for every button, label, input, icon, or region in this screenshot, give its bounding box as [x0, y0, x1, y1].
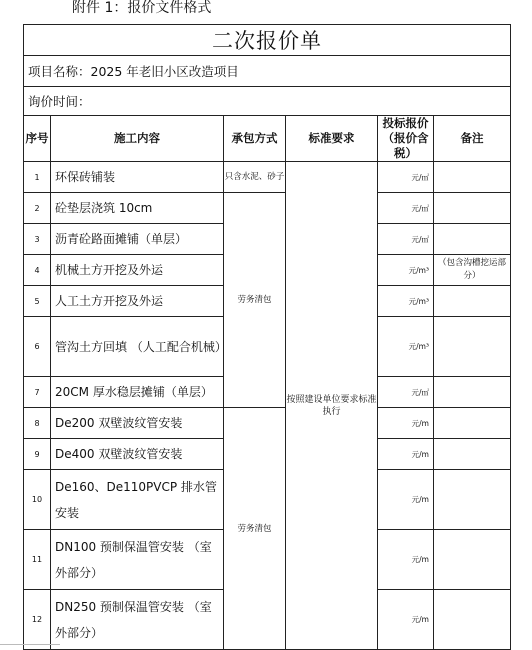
row-item: 环保砖铺装 [51, 162, 224, 193]
row-number: 10 [24, 470, 51, 530]
header-remark: 备注 [434, 116, 511, 162]
row-remark [434, 408, 511, 439]
row-unit: 元/㎡ [378, 377, 434, 408]
row-item: 机械土方开挖及外运 [51, 255, 224, 286]
row-number: 7 [24, 377, 51, 408]
row-item: De160、De110PVCP 排水管安装 [51, 470, 224, 530]
project-name: 项目名称：2025 年老旧小区改造项目 [24, 56, 511, 87]
header-content: 施工内容 [51, 116, 224, 162]
header-row [24, 116, 511, 162]
row-number: 12 [24, 590, 51, 650]
row-remark [434, 162, 511, 193]
row-item: 20CM 厚水稳层摊铺（单层） [51, 377, 224, 408]
row-unit: 元/㎡ [378, 193, 434, 224]
row-number: 8 [24, 408, 51, 439]
row-unit: 元/m³ [378, 317, 434, 377]
standard-requirement: 按照建设单位要求标准执行 [286, 162, 378, 650]
row-number: 11 [24, 530, 51, 590]
row-number: 6 [24, 317, 51, 377]
row-remark [434, 530, 511, 590]
page-divider [0, 644, 60, 645]
row-item: 人工土方开挖及外运 [51, 286, 224, 317]
row-remark [434, 470, 511, 530]
row-unit: 元/m [378, 530, 434, 590]
annex-label: 附件 1：报价文件格式 [72, 0, 212, 16]
row-remark [434, 439, 511, 470]
contract-labor-only: 劳务清包 [224, 193, 286, 408]
row-remark [434, 224, 511, 255]
table-row [24, 162, 511, 193]
row-unit: 元/m³ [378, 255, 434, 286]
row-number: 1 [24, 162, 51, 193]
row-unit: 元/m [378, 470, 434, 530]
row-number: 3 [24, 224, 51, 255]
row-remark [434, 286, 511, 317]
row-remark [434, 193, 511, 224]
row-item: 管沟土方回填 （人工配合机械） [51, 317, 224, 377]
row-item: 沥青砼路面摊铺（单层） [51, 224, 224, 255]
row-unit: 元/m [378, 408, 434, 439]
row-number: 5 [24, 286, 51, 317]
title-row [24, 25, 511, 56]
table-row [24, 193, 511, 224]
row-number: 2 [24, 193, 51, 224]
contract-materials-only: 只含水泥、砂子 [224, 162, 286, 193]
row-item: De400 双壁波纹管安装 [51, 439, 224, 470]
quotation-table [23, 24, 511, 650]
row-remark [434, 590, 511, 650]
header-contract: 承包方式 [224, 116, 286, 162]
form-title: 二次报价单 [24, 25, 511, 56]
header-standard: 标准要求 [286, 116, 378, 162]
row-number: 9 [24, 439, 51, 470]
header-price: 投标报价（报价含税） [378, 116, 434, 162]
contract-labor-only: 劳务清包 [224, 408, 286, 650]
row-item: 砼垫层浇筑 10cm [51, 193, 224, 224]
row-remark: （包含沟槽挖运部分） [434, 255, 511, 286]
row-unit: 元/m [378, 439, 434, 470]
row-item: DN250 预制保温管安装 （室外部分） [51, 590, 224, 650]
header-seq: 序号 [24, 116, 51, 162]
row-remark [434, 377, 511, 408]
inquiry-row [24, 87, 511, 116]
row-unit: 元/㎡ [378, 224, 434, 255]
row-unit: 元/m³ [378, 286, 434, 317]
row-number: 4 [24, 255, 51, 286]
project-row [24, 56, 511, 87]
row-remark [434, 317, 511, 377]
row-unit: 元/㎡ [378, 162, 434, 193]
row-item: De200 双壁波纹管安装 [51, 408, 224, 439]
inquiry-time: 询价时间： [24, 87, 511, 116]
table-row [24, 408, 511, 439]
row-item: DN100 预制保温管安装 （室外部分） [51, 530, 224, 590]
row-unit: 元/m [378, 590, 434, 650]
